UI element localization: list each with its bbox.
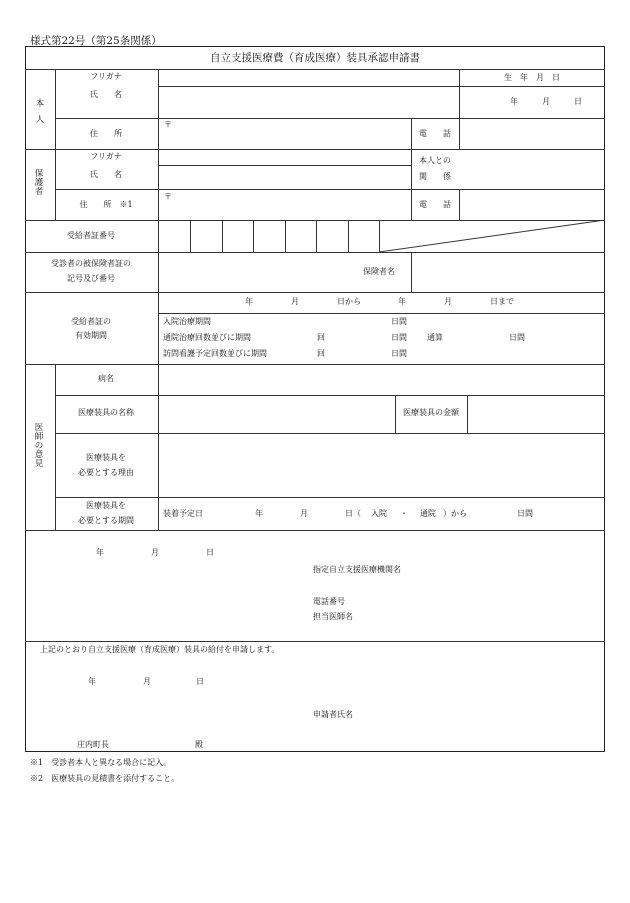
- guardian-relation-label: 本人との: [419, 156, 451, 165]
- honnin-furigana-label: フリガナ: [90, 72, 122, 81]
- scheduled-date-label: 装着予定日: [163, 509, 203, 518]
- total-days-label: 日間: [509, 333, 525, 342]
- institution-phone-label: 電話番号: [313, 597, 345, 606]
- doctor-sign-day: 日: [206, 548, 214, 557]
- cert-number-diagonal: [379, 220, 605, 252]
- application-month: 月: [143, 677, 151, 686]
- honnin-name-label: 氏 名: [90, 90, 122, 99]
- row-line: [55, 497, 605, 498]
- col-line: [459, 189, 460, 220]
- insurance-label: 記号及び番号: [67, 274, 115, 283]
- inpatient-option: 入院: [371, 509, 387, 518]
- total-label: 通算: [427, 333, 443, 342]
- col-line: [459, 69, 460, 118]
- form-number-label: 様式第22号（第25条関係）: [30, 35, 162, 47]
- col-line: [411, 118, 412, 220]
- section-label-doctor: 医師の意見: [34, 423, 44, 469]
- validity-month-to: 月: [444, 297, 452, 306]
- doctor-sign-year: 年: [96, 548, 104, 557]
- row-line: [55, 189, 605, 190]
- honnin-phone-label: 電 話: [419, 129, 451, 138]
- col-line: [158, 220, 159, 364]
- outpatient-option: 通院: [420, 509, 436, 518]
- col-line: [395, 395, 396, 433]
- scheduled-month: 月: [300, 509, 308, 518]
- guardian-furigana-label: フリガナ: [90, 152, 122, 161]
- guardian-name-label: 氏 名: [90, 170, 122, 179]
- doctor-sign-month: 月: [151, 548, 159, 557]
- outpatient-label: 通院治療回数並びに期間: [163, 333, 251, 342]
- guardian-postal-mark: 〒: [164, 192, 172, 201]
- row-line: [25, 149, 605, 150]
- honnin-address-label: 住 所: [90, 129, 122, 138]
- option-separator: ・: [400, 509, 408, 518]
- inpatient-period-label: 入院治療期間: [163, 317, 211, 326]
- row-line: [55, 395, 605, 396]
- col-line: [411, 252, 412, 292]
- device-reason-label: 必要とする理由: [78, 468, 134, 477]
- scheduled-days: 日間: [517, 509, 533, 518]
- honnin-birth-date: 年 月 日: [510, 97, 582, 106]
- form-title: 自立支援医療費（育成医療）装具承認申請書: [210, 52, 420, 64]
- validity-day-from: 日から: [337, 297, 361, 306]
- validity-day-to: 日まで: [490, 297, 514, 306]
- addressee-honorific: 殿: [195, 740, 203, 749]
- row-line: [25, 364, 605, 365]
- row-line: [459, 86, 605, 87]
- validity-label: 有効期間: [75, 331, 107, 340]
- validity-label: 受給者証の: [71, 317, 111, 326]
- row-line: [25, 292, 605, 293]
- device-cost-label: 医療装具の金額: [403, 408, 459, 417]
- col-line: [459, 118, 460, 149]
- guardian-address-label: 住 所 ※1: [79, 200, 133, 209]
- cert-number-label: 受給者証番号: [67, 231, 115, 240]
- col-line: [467, 395, 468, 433]
- honnin-postal-mark: 〒: [164, 120, 172, 129]
- nursing-label: 訪問看護予定回数並びに期間: [163, 349, 267, 358]
- validity-year-to: 年: [398, 297, 406, 306]
- device-reason-label: 医療装具を: [86, 453, 126, 462]
- col-line: [316, 220, 317, 252]
- insurer-name-label: 保険者名: [363, 267, 395, 276]
- col-line: [222, 220, 223, 252]
- application-day: 日: [196, 677, 204, 686]
- col-line: [190, 220, 191, 252]
- col-line: [253, 220, 254, 252]
- device-period-label: 必要とする期間: [78, 516, 134, 525]
- outpatient-days-label: 日間: [391, 333, 407, 342]
- footnote: ※1 受診者本人と異なる場合に記入。: [30, 758, 172, 767]
- section-label-honnin: 本人: [35, 99, 45, 126]
- col-line: [348, 220, 349, 252]
- row-line: [25, 641, 605, 642]
- row-line: [158, 313, 605, 314]
- insurance-label: 受診者の被保険者証の: [51, 259, 131, 268]
- col-line: [55, 364, 56, 530]
- outpatient-times-label: 回: [317, 333, 325, 342]
- honnin-birth-header: 生 年 月 日: [504, 73, 560, 82]
- scheduled-day: 日（: [345, 509, 361, 518]
- col-line: [55, 69, 56, 220]
- guardian-relation-label: 関 係: [419, 172, 451, 181]
- device-period-label: 医療装具を: [86, 501, 126, 510]
- guardian-phone-label: 電 話: [419, 200, 451, 209]
- row-line: [55, 118, 605, 119]
- footnote: ※2 医療装具の見積書を添付すること。: [30, 774, 180, 783]
- addressee-label: 庄内町長: [77, 740, 109, 749]
- inpatient-days-label: 日間: [391, 317, 407, 326]
- row-line: [158, 86, 459, 87]
- col-line: [285, 220, 286, 252]
- section-label-guardian: 保護者: [34, 169, 44, 197]
- validity-month-from: 月: [291, 297, 299, 306]
- institution-name-label: 指定自立支援医療機関名: [313, 565, 401, 574]
- nursing-times-label: 回: [317, 349, 325, 358]
- row-line: [25, 69, 605, 70]
- row-line: [25, 252, 605, 253]
- physician-name-label: 担当医師名: [313, 612, 353, 621]
- row-line: [25, 530, 605, 531]
- validity-year-from: 年: [245, 297, 253, 306]
- device-name-label: 医療装具の名称: [78, 408, 134, 417]
- application-year: 年: [88, 677, 96, 686]
- scheduled-year: 年: [255, 509, 263, 518]
- scheduled-from: ）から: [443, 509, 467, 518]
- row-line: [55, 433, 605, 434]
- application-statement: 上記のとおり自立支援医療（育成医療）装具の給付を申請します。: [40, 645, 280, 654]
- col-line: [158, 364, 159, 530]
- applicant-name-label: 申請者氏名: [313, 710, 353, 719]
- nursing-days-label: 日間: [391, 349, 407, 358]
- disease-label: 病名: [98, 374, 114, 383]
- col-line: [158, 69, 159, 220]
- row-line: [158, 165, 411, 166]
